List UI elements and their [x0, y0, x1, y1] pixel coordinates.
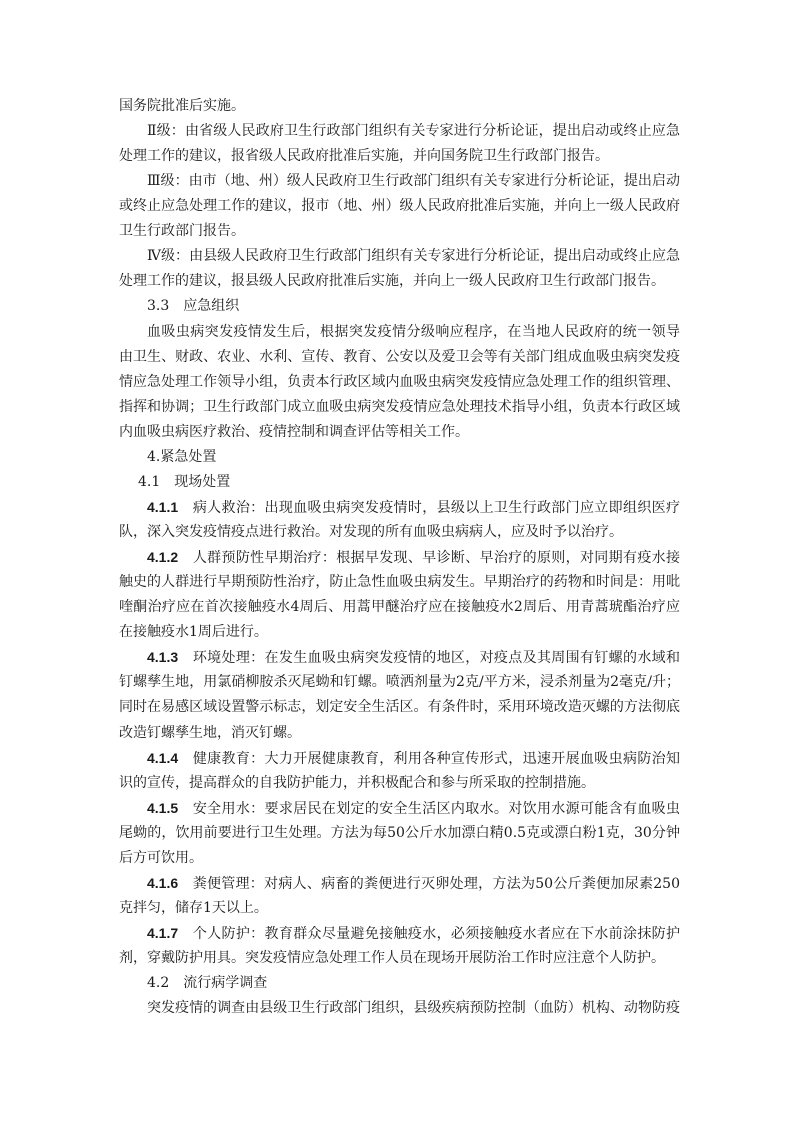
paragraph-line: [147, 921, 680, 945]
paragraph-line: [147, 545, 680, 569]
clause-text: 健康教育：大力开展健康教育，利用各种宣传形式，迅速开展血吸虫病防治知: [178, 750, 680, 767]
paragraph-line: [147, 746, 680, 770]
paragraph-line: 处理工作的建议，报省级人民政府批准后实施，并向国务院卫生行政部门报告。: [119, 148, 609, 165]
paragraph-line: 尾蚴的，饮用前要进行卫生处理。方法为每50公斤水加漂白精0.5克或漂白粉1克，30分钟: [119, 824, 680, 841]
paragraph-line: 在接触疫水1周后进行。: [119, 624, 268, 641]
paragraph-line: 克拌匀，储存1天以上。: [119, 899, 268, 916]
paragraph-line: Ⅱ级：由省级人民政府卫生行政部门组织有关专家进行分析论证，提出启动或终止应急: [147, 123, 680, 140]
paragraph-line: 改造钉螺孳生地，消灭钉螺。: [119, 724, 301, 741]
clause-text: 粪便管理：对病人、病畜的粪便进行灭卵处理，方法为50公斤粪便加尿素250: [178, 875, 680, 892]
paragraph-line: [147, 796, 680, 820]
paragraph-line: 血吸虫病突发疫情发生后，根据突发疫情分级响应程序，在当地人民政府的统一领导: [147, 323, 680, 340]
clause-number: 4.1.5: [147, 799, 179, 816]
paragraph-line: 钉螺孳生地，用氯硝柳胺杀灭尾蚴和钉螺。喷洒剂量为2克/平方米，浸杀剂量为2毫克/升；: [119, 674, 680, 691]
paragraph-line: 指挥和协调；卫生行政部门成立血吸虫病突发疫情应急处理技术指导小组，负责本行政区域: [119, 398, 680, 415]
clause-text: 人群预防性早期治疗：根据早发现、早诊断、早治疗的原则，对同期有疫水接: [178, 550, 680, 567]
paragraph-line: [147, 645, 680, 669]
clause-text: 个人防护：教育群众尽量避免接触疫水，必须接触疫水者应在下水前涂抹防护: [178, 925, 680, 942]
paragraph-line: 或终止应急处理工作的建议，报市（地、州）级人民政府批准后实施，并向上一级人民政府: [119, 198, 680, 215]
clause-text: 病人救治：出现血吸虫病突发疫情时，县级以上卫生行政部门应立即组织医疗: [178, 499, 680, 516]
paragraph-line: 处理工作的建议，报县级人民政府批准后实施，并向上一级人民政府卫生行政部门报告。: [119, 273, 665, 290]
paragraph-line: Ⅲ级：由市（地、州）级人民政府卫生行政部门组织有关专家进行分析论证，提出启动: [147, 173, 680, 190]
clause-text: 安全用水：要求居民在划定的安全生活区内取水。对饮用水源可能含有血吸虫: [178, 800, 680, 817]
paragraph-line: [147, 871, 680, 895]
paragraph-line: 卫生行政部门报告。: [119, 223, 245, 240]
paragraph-line: 喹酮治疗应在首次接触疫水4周后、用蒿甲醚治疗应在接触疫水2周后、用青蒿琥酯治疗应: [119, 599, 680, 616]
clause-number: 4.1.2: [147, 549, 179, 566]
paragraph-line: 队，深入突发疫情疫点进行救治。对发现的所有血吸虫病病人，应及时予以治疗。: [119, 524, 623, 541]
clause-number: 4.1.7: [147, 924, 179, 941]
paragraph-line: 同时在易感区域设置警示标志，划定安全生活区。有条件时，采用环境改造灭螺的方法彻底: [119, 699, 680, 716]
clause-text: 环境处理：在发生血吸虫病突发疫情的地区，对疫点及其周围有钉螺的水域和: [178, 650, 680, 667]
clause-number: 4.1.4: [147, 749, 179, 766]
paragraph-line: 后方可饮用。: [119, 849, 203, 866]
section-heading: 4.2 流行病学调查: [147, 975, 268, 992]
section-heading: 4.紧急处置: [147, 448, 217, 465]
clause-number: 4.1.3: [147, 649, 179, 666]
paragraph-line: 触史的人群进行早期预防性治疗，防止急性血吸虫病发生。早期治疗的药物和时间是：用吡: [119, 574, 680, 591]
paragraph-line: Ⅳ级：由县级人民政府卫生行政部门组织有关专家进行分析论证，提出启动或终止应急: [147, 248, 680, 265]
paragraph-line: 突发疫情的调查由县级卫生行政部门组织，县级疾病预防控制（血防）机构、动物防疫: [147, 1000, 680, 1017]
section-heading: 3.3 应急组织: [147, 298, 240, 315]
section-heading: 4.1 现场处置: [138, 473, 231, 490]
clause-number: 4.1.6: [147, 874, 179, 891]
clause-number: 4.1.1: [147, 498, 179, 515]
paragraph-line: [147, 495, 680, 519]
paragraph-line: 剂，穿戴防护用具。突发疫情应急处理工作人员在现场开展防治工作时应注意个人防护。: [119, 950, 665, 967]
paragraph-line: 内血吸虫病医疗救治、疫情控制和调查评估等相关工作。: [119, 423, 469, 440]
paragraph-line: 识的宣传，提高群众的自我防护能力，并积极配合和参与所采取的控制措施。: [119, 774, 595, 791]
paragraph-line: 情应急处理工作领导小组，负责本行政区域内血吸虫病突发疫情应急处理工作的组织管理、: [119, 373, 680, 390]
paragraph-line: 国务院批准后实施。: [119, 98, 245, 114]
paragraph-line: 由卫生、财政、农业、水利、宣传、教育、公安以及爱卫会等有关部门组成血吸虫病突发疫: [119, 348, 680, 365]
